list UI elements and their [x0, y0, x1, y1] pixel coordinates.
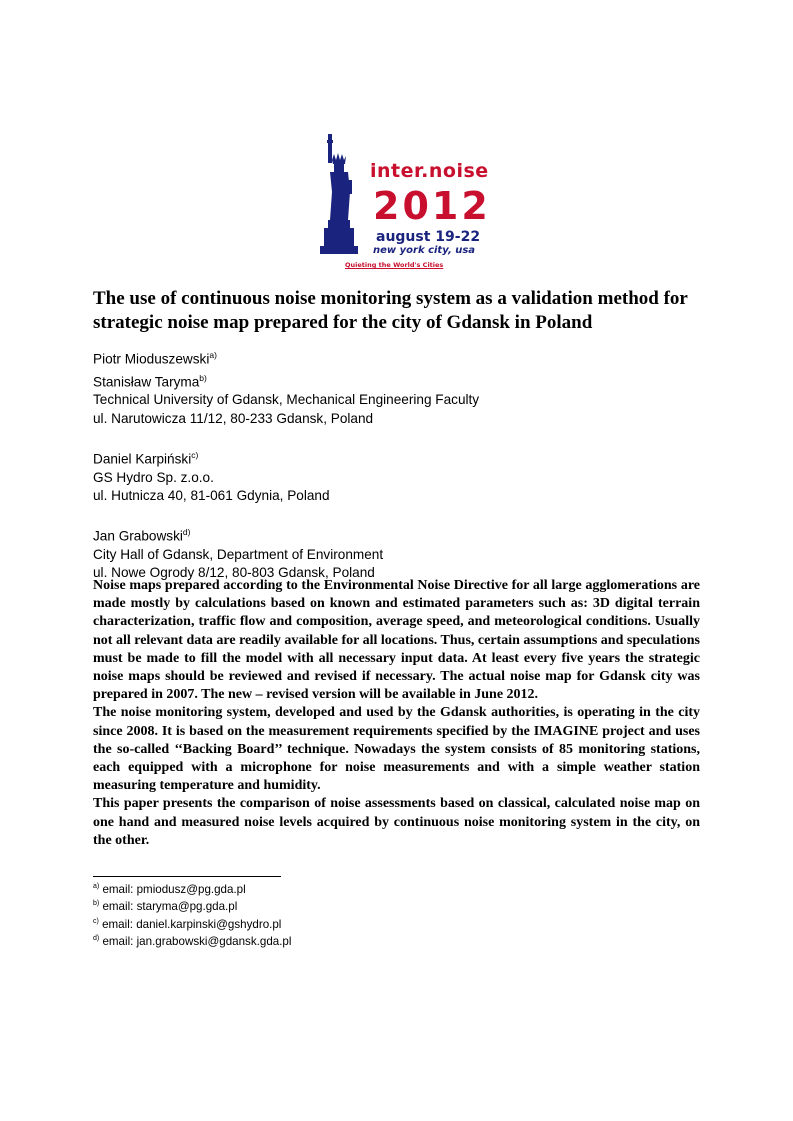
abstract-paragraph-1: Noise maps prepared according to the Environmental Noise Directive for all large agglomerations are made mostly by calculations based on known and estimated parameters such as: 3D digital terrain characterization, traffic flow and composition, average speed, and meteorological conditions. Usually not all relevant data are readily available for all locations. Thus, certain assumptions and speculations must be made to fill the model with all necessary input data. At least every five years the strategic noise maps should be reviewed and revised if necessary. The actual noise map for Gdansk city was prepared in 2007. The new – revised version will be available in June 2012.: [93, 578, 700, 703]
abstract-paragraph-2: The noise monitoring system, developed and used by the Gdansk authorities, is operating in the city since 2008. It is based on the measurement requirements specified by the IMAGINE project and uses the so-called ‘‘Backing Board’’ technique. Nowadays the system consists of 85 monitoring stations, each equipped with a microphone for noise measurements and with a simple weather station measuring temperature and humidity.: [93, 705, 700, 794]
logo-line-dates: august 19-22: [376, 229, 481, 245]
author-group-1: [93, 346, 713, 428]
address-line: ul. Nowe Ogrody 8/12, 80-803 Gdansk, Poland: [93, 564, 375, 580]
logo-line-internoise: inter.noise: [370, 160, 489, 182]
author-group-3: [93, 523, 713, 582]
abstract-paragraph-3: This paper presents the comparison of noise assessments based on classical, calculated noise map on one hand and measured noise levels acquired by continuous noise monitoring system in the city, on the other.: [93, 796, 700, 848]
affiliation-line: City Hall of Gdansk, Department of Environment: [93, 546, 384, 562]
abstract: [93, 577, 700, 850]
logo-line-location: new york city, usa: [373, 245, 476, 256]
footnote: $^{a)}$ email: pmiodusz@pg.gda.pl: [93, 882, 246, 896]
affiliation-line: GS Hydro Sp. z.o.o.: [93, 469, 214, 485]
logo-line-year: 2012: [373, 184, 491, 228]
author-name: Piotr Mioduszewski$^{a)}$: [93, 350, 217, 367]
footnote-divider: [93, 876, 281, 877]
statue-of-liberty-icon: [318, 132, 378, 260]
footnote: $^{d)}$ email: jan.grabowski@gdansk.gda.pl: [93, 934, 292, 948]
author-name: Stanisław Taryma$^{b)}$: [93, 372, 207, 390]
footnote: $^{c)}$ email: daniel.karpinski@gshydro.pl: [93, 917, 282, 931]
affiliation-line: Technical University of Gdansk, Mechanical Engineering Faculty: [93, 392, 480, 408]
author-group-2: [93, 446, 713, 505]
author-name: Daniel Karpiński$^{c)}$: [93, 449, 199, 467]
address-line: ul. Narutowicza 11/12, 80-233 Gdansk, Poland: [93, 410, 374, 426]
footnote: $^{b)}$ email: staryma@pg.gda.pl: [93, 900, 238, 914]
address-line: ul. Hutnicza 40, 81-061 Gdynia, Poland: [93, 487, 330, 503]
paper-title: The use of continuous noise monitoring system as a validation method for strategic noise map prepared for the city of Gdansk in Poland: [93, 288, 688, 333]
logo-line-tagline: Quieting the World's Cities: [345, 261, 444, 269]
conference-logo: [318, 132, 491, 272]
author-affiliations: [93, 346, 713, 600]
author-name: Jan Grabowski$^{d)}$: [93, 527, 191, 544]
footnotes: [93, 880, 291, 949]
